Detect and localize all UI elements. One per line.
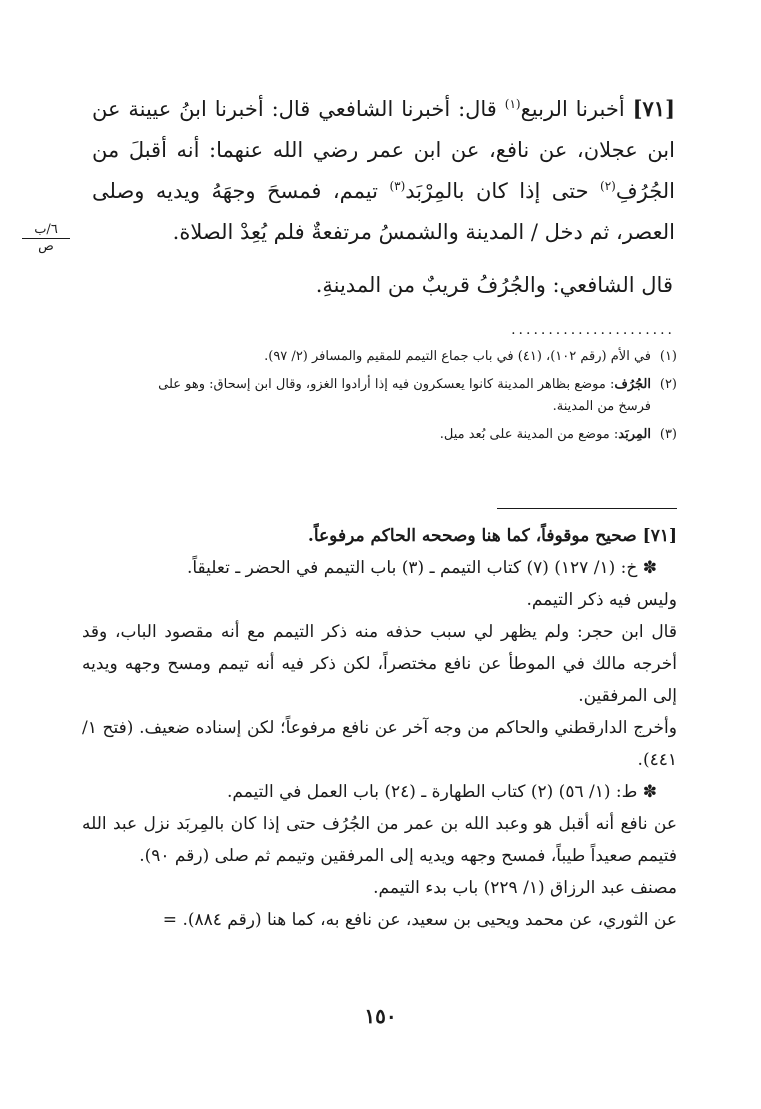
footnote-text: : موضع من المدينة على بُعد ميل. [439,427,619,442]
hadith-number: [٧١] [632,96,675,121]
footnote-term: الجُرُف [614,377,651,392]
footnote-separator: ...................... [511,322,675,338]
footnote-2 [70,374,677,418]
footnote-number: (٣) [659,427,677,442]
folio-source: ص [38,239,54,254]
footnote-number: (١) [659,349,677,364]
footnote-1 [70,346,677,368]
main-text [92,88,675,306]
thawri-narration: عن الثوري، عن محمد ويحيى بن سعيد، عن نافع به، كما هنا (رقم ٨٨٤). = [162,910,677,930]
hadith-text-c: حتى إذا كان بالمِرْبَد [405,179,601,203]
page-number: ١٥٠ [364,1004,397,1028]
footnote-text: في الأم (رقم ١٠٢)، (٤١) في باب جماع التيمم للمقيم والمسافر (٢/ ٩٧). [264,349,651,364]
commentary-verdict: صحيح موقوفاً، كما هنا وصححه الحاكم مرفوعاً. [307,526,643,546]
commentary [82,520,677,936]
nafi-narration: عن نافع أنه أقبل هو وعبد الله بن عمر من الجُرُف حتى إذا كان بالمِربَد نزل عبد الله فتيمم صعيداً طيباً، فمسح وجهه ويديه إلى المرفقين وتيمم ثم صلى (رقم ٩٠). [82,814,677,866]
footnote-continuation: فرسخ من المدينة. [552,399,651,414]
muwatta-reference: ✽ ط: (١/ ٥٦) (٢) كتاب الطهارة ـ (٢٤) باب العمل في التيمم. [227,782,657,802]
footnote-ref-3: (٣) [389,179,406,193]
footnotes [70,344,677,452]
footnote-3 [70,424,677,446]
commentary-line: وليس فيه ذكر التيمم. [526,590,677,610]
footnote-term: المِربَد [618,427,651,442]
manuscript-folio-note [22,223,70,254]
footnote-ref-1: (١) [504,97,521,111]
footnote-ref-2: (٢) [600,179,616,193]
abd-razzaq-reference: مصنف عبد الرزاق (١/ ٢٢٩) باب بدء التيمم. [373,878,677,898]
ibn-hajar-quote: قال ابن حجر: ولم يظهر لي سبب حذفه منه ذكر التيمم مع أنه مقصود الباب، وقد أخرجه مالك في الموطأ عن نافع مختصراً، لكن ذكر فيه أنه تيمم ومسح وجهه ويديه إلى المرفقين. [82,622,677,706]
shafii-statement: قال الشافعي: والجُرُفُ قريبٌ من المدينةِ. [315,273,673,297]
daraqutni-note: وأخرج الدارقطني والحاكم من وجه آخر عن نافع مرفوعاً؛ لكن إسناده ضعيف. (فتح ١/ ٤٤١). [82,718,677,770]
section-divider [497,508,677,509]
hadith-text-d: تيمم، فمسحَ وجهَهُ ويديه وصلى العصر، ثم دخل / المدينة والشمسُ مرتفعةٌ فلم يُعِدْ الصلاة. [92,179,675,244]
footnote-number: (٢) [659,377,677,392]
footnote-text: : موضع بظاهر المدينة كانوا يعسكرون فيه إذا أرادوا الغزو، وقال ابن إسحاق: وهو على [158,377,615,392]
hadith-text-b: قال: أخبرنا الشافعي قال: أخبرنا ابنُ عيينة عن ابن عجلان، عن نافع، عن ابن عمر رضي الله عنهما: أنه أقبلَ من الجُرُفِ [92,97,675,203]
folio-number: ٦/ب [22,223,70,239]
hadith-paragraph [92,88,675,253]
bukhari-reference: ✽ خ: (١/ ١٢٧) (٧) كتاب التيمم ـ (٣) باب التيمم في الحضر ـ تعليقاً. [186,558,657,578]
commentary-heading [82,520,677,552]
hadith-text-a: أخبرنا الربيع [520,97,633,121]
commentary-number: [٧١] [642,526,677,546]
